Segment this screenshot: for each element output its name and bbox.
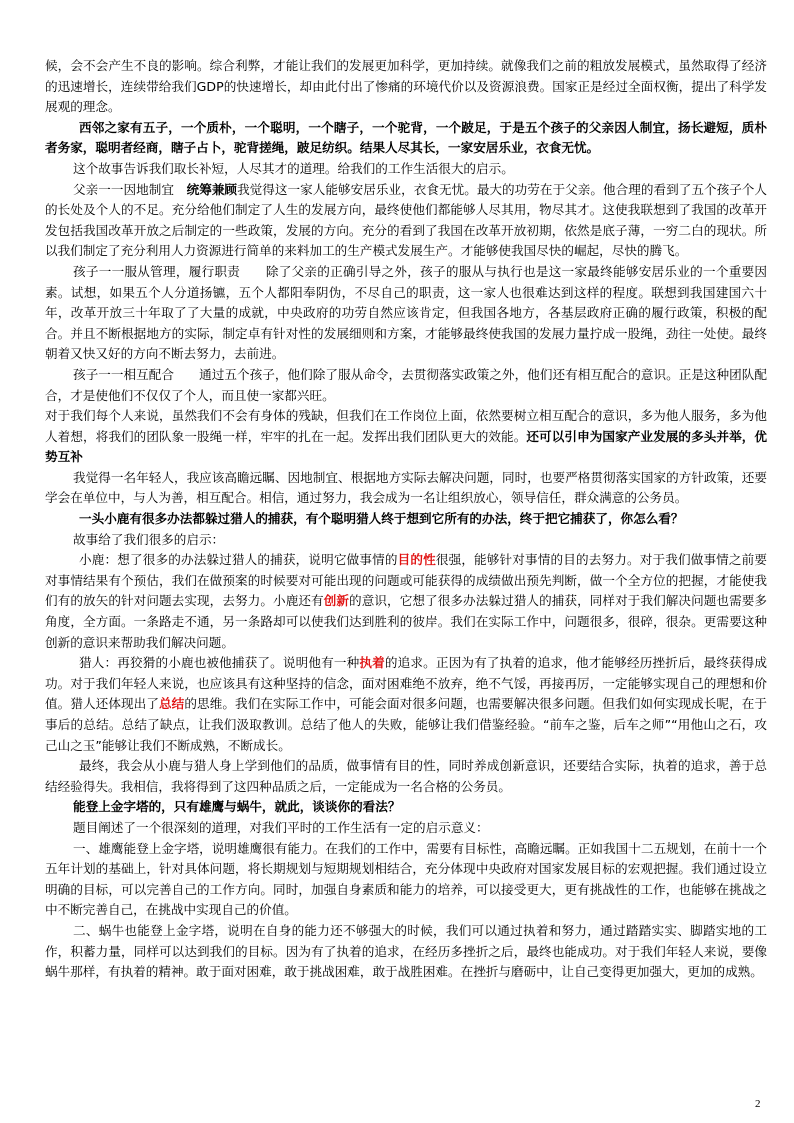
highlight-text: 创新: [323, 593, 350, 609]
bold-text: 还可以引申为国家产业发展的多头并举，优势互补: [45, 428, 768, 465]
text: 的意识，它想了很多办法躲过猎人的捕获，同样对于我们解决问题也需要多角度，全方面。一条路走不通，另一条路却可以使我们达到胜利的彼岸。我们在实际工作中，问题很多，很碎，很杂。更需要这种创新的意识来帮助我们解决问题。: [45, 593, 768, 650]
paragraph: 孩子一一相互配合 通过五个孩子，他们除了服从命令，去贯彻落实政策之外，他们还有相互配合的意识。正是这种团队配合，才是使他们不仅仅了个人，而且使一家都兴旺。: [45, 366, 767, 403]
text: 的追求。正因为有了执着的追求，他才能够经历挫折后，最终获得成功。对于我们年轻人来说，也应该具有这种坚持的信念，面对困难绝不放弃，绝不气馁，再接再厉，一定能够实现自己的理想和价值。猎人还体现出了: [45, 655, 768, 712]
text: 猎人：再狡猾的小鹿也被他捕获了。说明他有一种: [79, 655, 360, 671]
bold-text: 统筹兼顾: [186, 181, 238, 197]
text: 很强，能够针对事情的目的去努力。对于我们做事情之前要对事情结果有个预估，我们在做预案的时候要对可能出现的问题或可能获得的成绩做出预先判断，做一个全方位的把握，才能使我们有的放矢的针对问题去实现，去努力。小鹿还有: [45, 552, 768, 609]
paragraph: [45, 550, 767, 653]
paragraph: [45, 180, 767, 262]
text: 我觉得这一家人能够安居乐业，衣食无忧。最大的功劳在于父亲。他合理的看到了五个孩子个人的长处及个人的不足。充分给他们制定了人生的发展方向，最终使他们都能够人尽其用，物尽其才。这使我联想到了我国的改革开发包括我国改革开放之后制定的一些政策，发展的方向。充分的看到了我国在改革开放初期，依然是底子薄，一穷二白的现状。所以我们制定了充分利用人力资源进行简单的来料加工的生产模式发展生产。才能够使我国尽快的崛起，尽快的腾飞。: [45, 181, 768, 259]
question-heading: 能登上金字塔的，只有雄鹰与蜗牛，就此，谈谈你的看法？: [73, 799, 401, 815]
subheading: 父亲一一因地制宜: [73, 181, 187, 197]
paragraph: 这个故事告诉我们取长补短，人尽其才的道理。给我们的工作生活很大的启示。: [73, 160, 514, 176]
question-heading: 一头小鹿有很多办法都躲过猎人的捕获，有个聪明猎人终于想到它所有的办法，终于把它捕获了，你怎么看？: [79, 511, 684, 527]
text: 的思维。我们在实际工作中，可能会面对很多问题，也需要解决很多问题。但我们如何实现成长呢，在于事后的总结。总结了缺点，让我们汲取教训。总结了他人的失败，能够让我们借鉴经验。“前车之鉴，后车之师”“用他山之石，攻己山之玉”能够让我们不断成熟，不断成长。: [45, 696, 768, 753]
document-body: [45, 56, 767, 983]
paragraph: 一、雄鹰能登上金字塔，说明雄鹰很有能力。在我们的工作中，需要有目标性，高瞻远瞩。正如我国十二五规划，在前十一个五年计划的基础上，针对具体问题，将长期规划与短期规划相结合，充分体现中央政府对国家发展目标的宏观把握。我们通过设立明确的目标，可以完善自己的工作方向。同时，加强自身素质和能力的培养，可以接受更大，更有挑战性的工作，也能够在挑战之中不断完善自己，在挑战中实现自己的价值。: [45, 840, 767, 918]
paragraph: [45, 653, 767, 756]
paragraph: 候，会不会产生不良的影响。综合利弊，才能让我们的发展更加科学，更加持续。就像我们之前的粗放发展模式，虽然取得了经济的迅速增长，连续带给我们GDP的快速增长，却由此付出了惨痛的环境代价以及资源浪费。国家正是经过全面权衡，提出了科学发展观的理念。: [45, 58, 767, 115]
paragraph: 最终，我会从小鹿与猎人身上学到他们的品质，做事情有目的性，同时养成创新意识，还要结合实际，执着的追求，善于总结经验得失。我相信，我将得到了这四种品质之后，一定能成为一名合格的公务员。: [45, 758, 767, 794]
text: 对于我们每个人来说，虽然我们不会有身体的残缺，但我们在工作岗位上面，依然要树立相互配合的意识，多为他人服务，多为他人着想，将我们的团队象一股绳一样，牢牢的扎在一起。发挥出我们团队更大的效能。: [45, 408, 767, 444]
paragraph: [45, 406, 767, 468]
question-heading: 西邻之家有五子，一个质朴，一个聪明，一个瞎子，一个驼背，一个跛足，于是五个孩子的父亲因人制宜，扬长避短，质朴者务家，聪明者经商，瞎子占卜，驼背搓绳，跛足纺织。结果人尽其长，一家安居乐业，衣食无忧。: [45, 119, 767, 156]
highlight-text: 总结: [159, 696, 185, 712]
text: 小鹿：想了很多的办法躲过猎人的捕获，说明它做事情的: [79, 552, 398, 568]
page-number: 2: [755, 1098, 761, 1110]
highlight-text: 目的性: [397, 552, 436, 568]
highlight-text: 执着: [359, 655, 385, 671]
paragraph: 我觉得一名年轻人，我应该高瞻远瞩、因地制宜、根据地方实际去解决问题，同时，也要严格贯彻落实国家的方针政策，还要学会在单位中，与人为善，相互配合。相信，通过努力，我会成为一名让组织放心，领导信任，群众满意的公务员。: [45, 469, 767, 506]
paragraph: 二、蜗牛也能登上金字塔，说明在自身的能力还不够强大的时候，我们可以通过执着和努力，通过踏踏实实、脚踏实地的工作，积蓄力量，同样可以达到我们的目标。因为有了执着的追求，在经历多挫折之后，最终也能成功。对于我们年轻人来说，要像蜗牛那样，有执着的精神。敢于面对困难，敢于挑战困难，敢于战胜困难。在挫折与磨砺中，让自己变得更加强大，更加的成熟。: [45, 922, 767, 980]
paragraph: 题目阐述了一个很深刻的道理，对我们平时的工作生活有一定的启示意义：: [73, 819, 489, 835]
paragraph: 故事给了我们很多的启示：: [73, 531, 225, 547]
paragraph: 孩子一一服从管理，履行职责 除了父亲的正确引导之外，孩子的服从与执行也是这一家最终能够安居乐业的一个重要因素。试想，如果五个人分道扬镳，五个人都阳奉阴伪，不尽自己的职责，这一家人也很难达到这样的程度。联想到我国建国六十年，改革开放三十年取了了大量的成就，中央政府的功劳自然应该肯定，但我国各地方，各基层政府正确的履行政策，积极的配合。并且不断根据地方的实际，制定卓有针对性的发展细则和方案，才能够最终使我国的发展力量拧成一股绳，劲往一处使。最终朝着又快又好的方向不断去努力，去前进。: [45, 263, 767, 362]
